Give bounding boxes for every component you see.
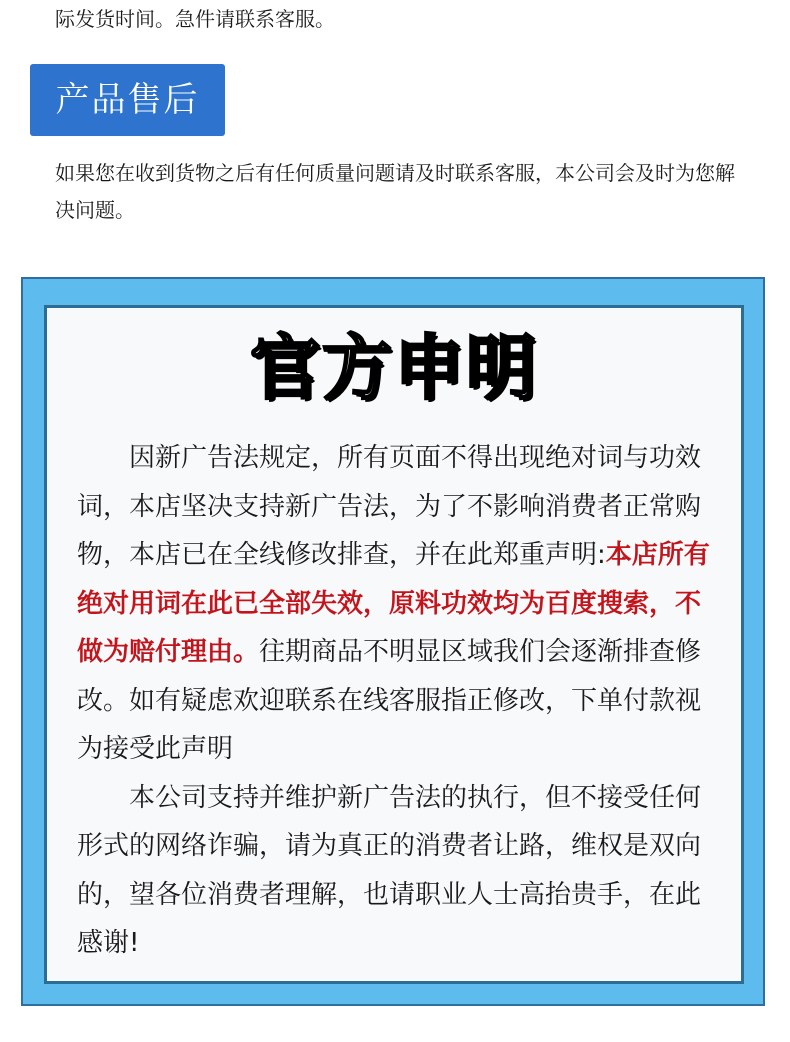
notice-paragraph-1 <box>77 434 717 774</box>
notice-paragraph-2: 本公司支持并维护新广告法的执行，但不接受任何形式的网络诈骗，请为真正的消费者让路，维权是双向的，望各位消费者理解，也请职业人士高抬贵手，在此感谢! <box>77 782 702 958</box>
notice-p1-intro: 因新广告法规定，所有页面不得出现绝对词与功效词，本店坚决支持新广告法，为了不影响消费者正常购物，本店已在全线修改排查，并在此郑重声明: <box>77 443 702 570</box>
notice-p1-followup: 往期商品不明显区域我们会逐渐排查修改。如有疑虑欢迎联系在线客服指正修改，下单付款视为接受此声明 <box>77 637 702 764</box>
official-notice-panel <box>44 305 744 984</box>
notice-p1-highlight: 本店所有绝对用词在此已全部失效，原料功效均为百度搜索，不做为赔付理由。 <box>77 540 710 667</box>
shipping-note-tail: 际发货时间。急件请联系客服。 <box>55 7 335 31</box>
notice-body <box>77 434 717 968</box>
after-sales-heading: 产品售后 <box>30 64 225 136</box>
after-sales-text: 如果您在收到货物之后有任何质量问题请及时联系客服，本公司会及时为您解决问题。 <box>55 161 735 222</box>
notice-title: 官方申明 <box>250 327 538 409</box>
official-notice-frame <box>21 277 765 1006</box>
